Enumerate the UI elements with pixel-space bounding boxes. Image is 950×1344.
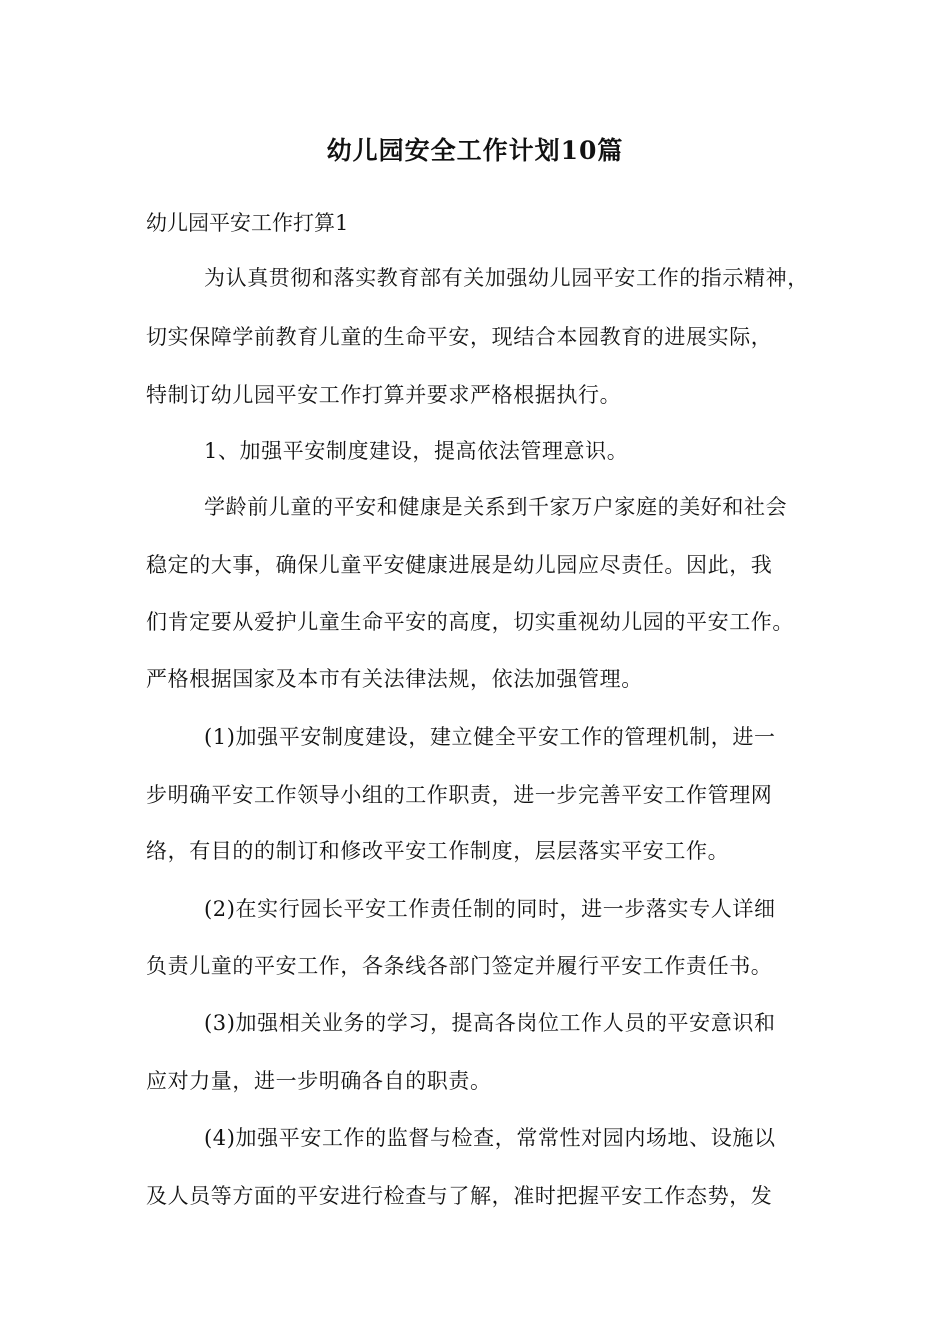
paragraph-line: 学龄前儿童的平安和健康是关系到千家万户家庭的美好和社会 xyxy=(204,495,788,519)
paragraph-line: (2)在实行园长平安工作责任制的同时，进一步落实专人详细 xyxy=(204,897,776,921)
paragraph-line: 们肯定要从爱护儿童生命平安的高度，切实重视幼儿园的平安工作。 xyxy=(146,610,794,634)
paragraph-line: 络，有目的的制订和修改平安工作制度，层层落实平安工作。 xyxy=(146,839,730,863)
paragraph-line: 负责儿童的平安工作，各条线各部门签定并履行平安工作责任书。 xyxy=(146,954,773,978)
paragraph-line: 稳定的大事，确保儿童平安健康进展是幼儿园应尽责任。因此，我 xyxy=(146,553,773,577)
paragraph-line: 步明确平安工作领导小组的工作职责，进一步完善平安工作管理网 xyxy=(146,783,773,807)
paragraph-line: 及人员等方面的平安进行检查与了解，准时把握平安工作态势，发 xyxy=(146,1184,773,1208)
paragraph-line: 严格根据国家及本市有关法律法规，依法加强管理。 xyxy=(146,667,643,691)
section-heading: 幼儿园平安工作打算1 xyxy=(146,211,349,235)
paragraph-line: (1)加强平安制度建设，建立健全平安工作的管理机制，进一 xyxy=(204,725,776,749)
paragraph-line: 1、加强平安制度建设，提高依法管理意识。 xyxy=(204,439,629,463)
document-title: 幼儿园安全工作计划10篇 xyxy=(326,136,624,165)
paragraph-line: 应对力量，进一步明确各自的职责。 xyxy=(146,1069,492,1093)
paragraph-line: 为认真贯彻和落实教育部有关加强幼儿园平安工作的指示精神， xyxy=(204,266,809,290)
paragraph-line: (4)加强平安工作的监督与检查，常常性对园内场地、设施以 xyxy=(204,1126,776,1150)
paragraph-line: 特制订幼儿园平安工作打算并要求严格根据执行。 xyxy=(146,383,622,407)
paragraph-line: 切实保障学前教育儿童的生命平安，现结合本园教育的进展实际， xyxy=(146,325,773,349)
paragraph-line: (3)加强相关业务的学习，提高各岗位工作人员的平安意识和 xyxy=(204,1011,776,1035)
